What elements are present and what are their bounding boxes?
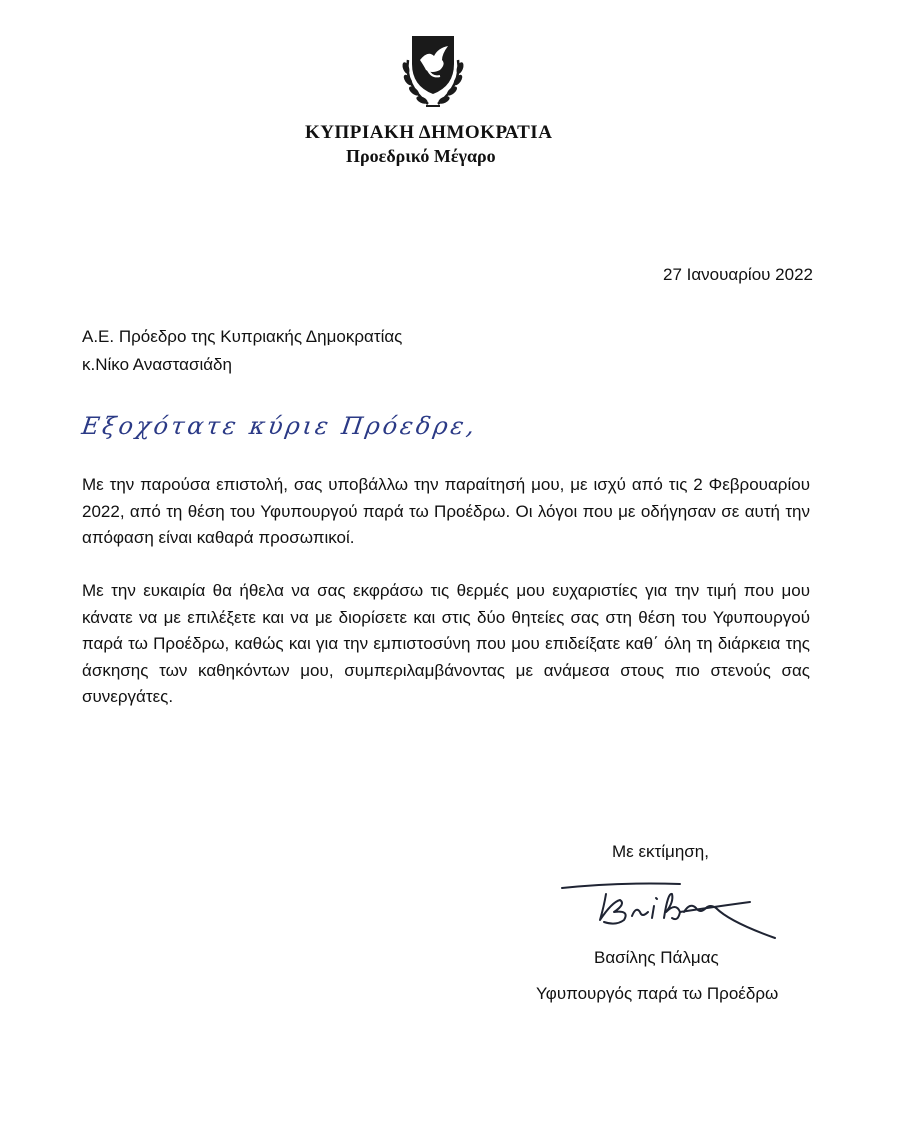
letterhead-subtitle: Προεδρικό Μέγαρο: [346, 146, 496, 166]
signatory-name: Βασίλης Πάλμας: [594, 948, 719, 967]
handwritten-signature-icon: [560, 872, 785, 944]
body-paragraph-2: Με την ευκαιρία θα ήθελα να σας εκφράσω τις θερμές μου ευχαριστίες για την τιμή που μου κάνατε να με επιλέξετε και να με διορίσετε και στις δύο θητείες σας στη θέση του Υφυπουργού παρά τω Προέδρω, καθώς και για την εμπιστοσύνη που μου επιδείξατε καθ΄ όλη τη διάρκεια της άσκησης των καθηκόντων μου, συμπεριλαμβάνοντας με ανάμεσα στους πιο στενούς σας συνεργάτες.: [82, 581, 810, 706]
body-paragraph-1: Με την παρούσα επιστολή, σας υποβάλλω την παραίτησή μου, με ισχύ από τις 2 Φεβρουαρίου 2022, από τη θέση του Υφυπουργού παρά τω Προέδρω. Οι λόγοι που με οδήγησαν σε αυτή την απόφαση είναι καθαρά προσωπικοί.: [82, 475, 810, 547]
signatory-title: Υφυπουργός παρά τω Προέδρω: [536, 984, 779, 1003]
handwritten-salutation: Εξοχότατε κύριε Πρόεδρε,: [80, 412, 480, 440]
recipient-name: κ.Νίκο Αναστασιάδη: [82, 355, 232, 374]
cyprus-coat-of-arms-icon: [398, 30, 468, 112]
letter-date: 27 Ιανουαρίου 2022: [662, 265, 813, 284]
closing-greeting: Με εκτίμηση,: [612, 842, 709, 861]
recipient-title: Α.Ε. Πρόεδρο της Κυπριακής Δημοκρατίας: [82, 327, 403, 346]
letterhead-title: ΚΥΠΡΙΑΚΗ ΔΗΜΟΚΡΑΤΙΑ: [305, 122, 553, 143]
